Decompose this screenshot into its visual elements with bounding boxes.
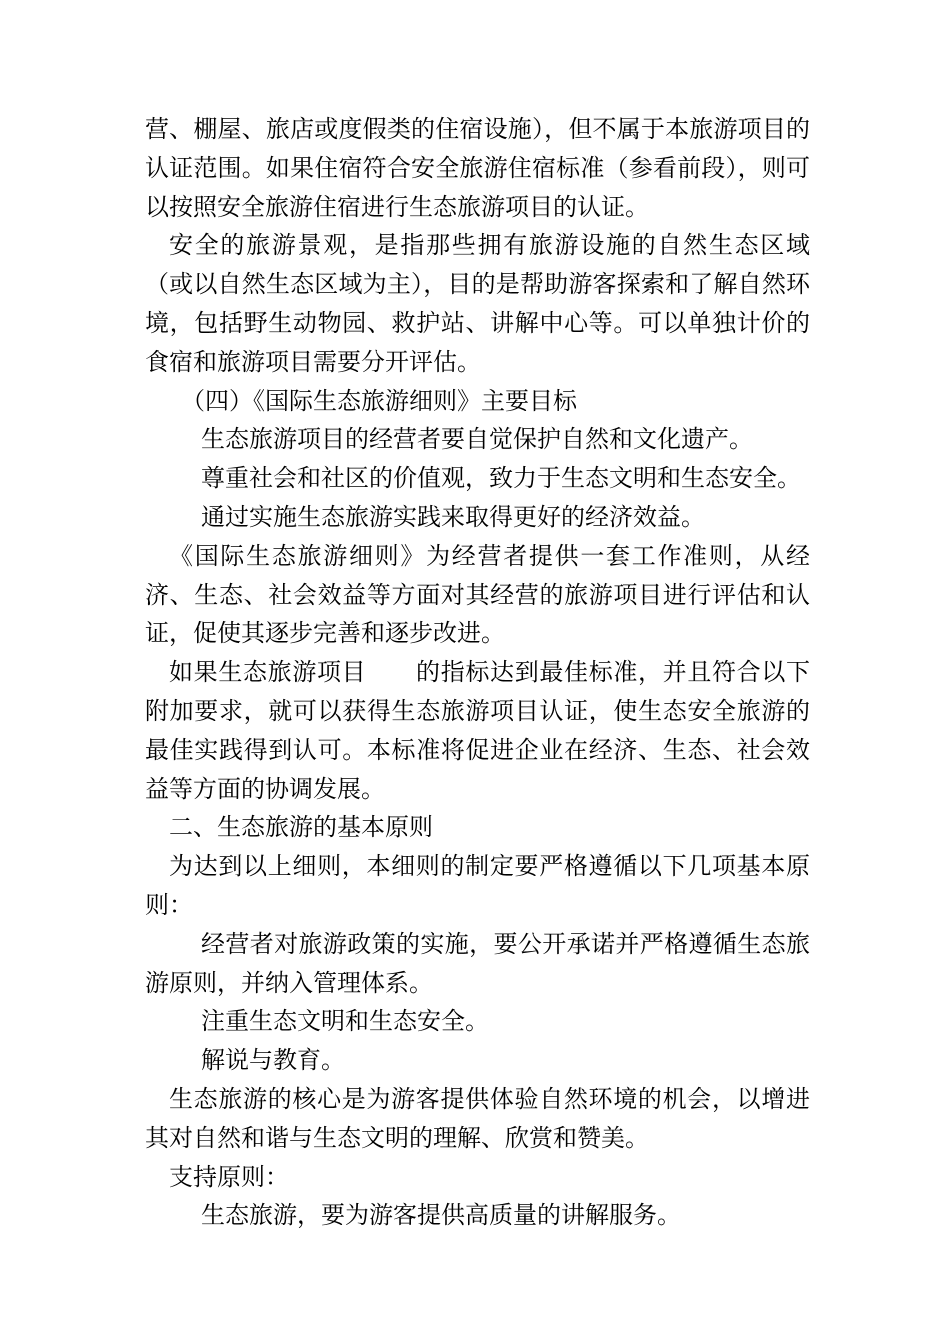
paragraph-guidelines-overview: 《国际生态旅游细则》为经营者提供一套工作准则，从经济、生态、社会效益等方面对其经营的旅游项目进行评估和认证，促使其逐步完善和逐步改进。	[145, 541, 810, 648]
paragraph-principles-intro: 为达到以上细则，本细则的制定要严格遵循以下几项基本原则：	[145, 852, 810, 919]
principle-item-policy-commitment: 经营者对旅游政策的实施，要公开承诺并严格遵循生态旅游原则，并纳入管理体系。	[145, 929, 810, 997]
paragraph-accommodation-scope: 营、棚屋、旅店或度假类的住宿设施），但不属于本旅游项目的认证范围。如果住宿符合安全旅游住宿标准（参看前段），则可以按照安全旅游住宿进行生态旅游项目的认证。	[145, 115, 810, 221]
section-heading-basic-principles: 二、生态旅游的基本原则	[169, 813, 433, 842]
document-body	[145, 110, 810, 1235]
principle-item-interpretation-education: 解说与教育。	[201, 1046, 345, 1075]
goal-item-protect-heritage: 生态旅游项目的经营者要自觉保护自然和文化遗产。	[201, 425, 753, 454]
paragraph-certification-requirements: 如果生态旅游项目 的指标达到最佳标准，并且符合以下附加要求，就可以获得生态旅游项目认证，使生态安全旅游的最佳实践得到认可。本标准将促进企业在经济、生态、社会效益等方面的协调发展。	[145, 658, 810, 803]
section-heading-main-goals: （四）《国际生态旅游细则》主要目标	[181, 386, 577, 415]
paragraph-safe-landscape: 安全的旅游景观，是指那些拥有旅游设施的自然生态区域（或以自然生态区域为主），目的是帮助游客探索和了解自然环境，包括野生动物园、救护站、讲解中心等。可以单独计价的食宿和旅游项目需要分开评估。	[145, 231, 810, 376]
paragraph-ecotourism-core: 生态旅游的核心是为游客提供体验自然环境的机会，以增进其对自然和谐与生态文明的理解、欣赏和赞美。	[145, 1084, 810, 1152]
principle-item-quality-interpretation: 生态旅游，要为游客提供高质量的讲解服务。	[201, 1201, 681, 1230]
goal-item-economic-benefit: 通过实施生态旅游实践来取得更好的经济效益。	[201, 502, 705, 531]
goal-item-respect-values: 尊重社会和社区的价值观，致力于生态文明和生态安全。	[201, 464, 801, 493]
principle-item-ecological-safety: 注重生态文明和生态安全。	[201, 1007, 489, 1036]
subheading-supporting-principles: 支持原则：	[169, 1162, 289, 1191]
